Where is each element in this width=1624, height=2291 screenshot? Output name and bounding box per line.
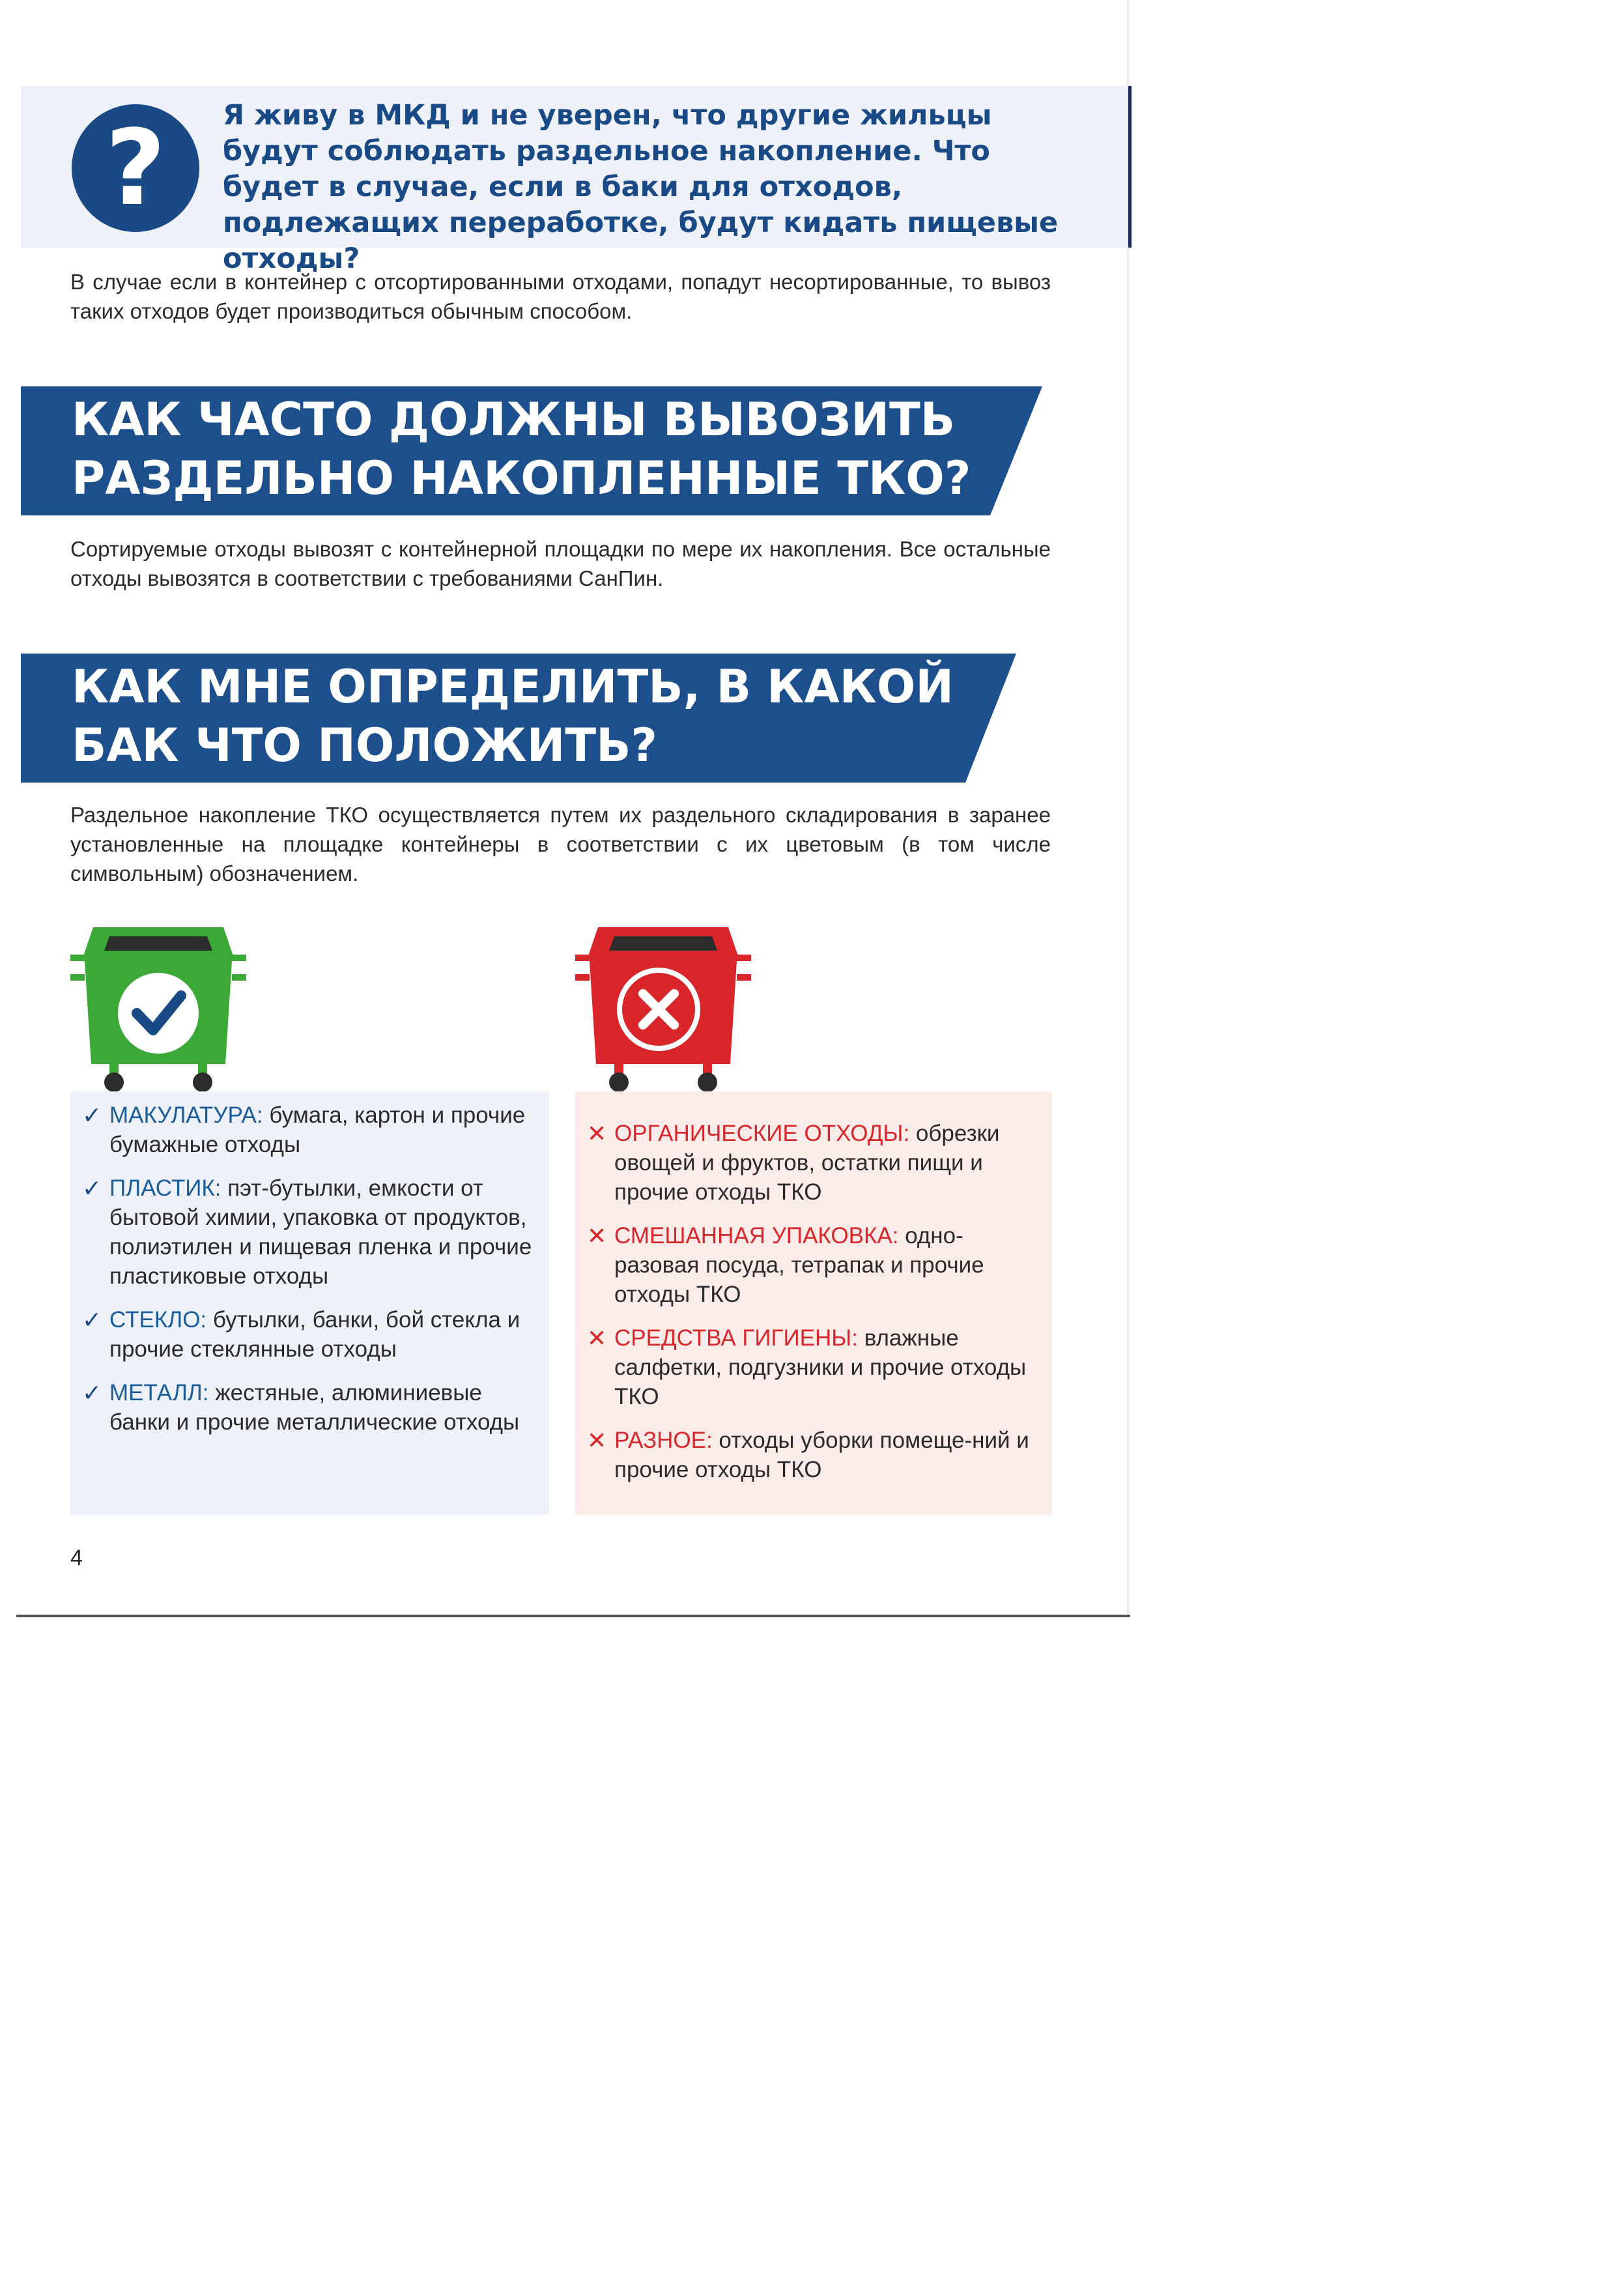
category-label: СТЕКЛО:	[109, 1307, 207, 1333]
allowed-waste-panel	[70, 1091, 549, 1515]
check-icon: ✓	[82, 1306, 102, 1333]
section2-title: КАК МНЕ ОПРЕДЕЛИТЬ, В КАКОЙ БАК ЧТО ПОЛОЖИТЬ?	[72, 660, 954, 772]
list-item	[587, 1426, 1046, 1484]
forbidden-waste-panel	[575, 1091, 1052, 1515]
cross-icon: ✕	[587, 1120, 607, 1147]
page-edge-bottom	[16, 1615, 1130, 1617]
section2-paragraph: Раздельное накопление ТКО осуществляется путем их раздельного складирования в заранее установленные на площадке контейнеры в соответствии с их цветовым (в том числе символьным) обозначением.	[70, 803, 1051, 886]
category-description: влажные салфетки, подгузники и прочие отходы ТКО	[614, 1325, 1027, 1409]
category-label: МАКУЛАТУРА:	[109, 1102, 263, 1128]
section1-banner	[21, 386, 1063, 515]
list-item	[587, 1119, 1046, 1207]
check-icon: ✓	[82, 1102, 102, 1129]
page-number: 4	[70, 1546, 83, 1570]
section1-title: КАК ЧАСТО ДОЛЖНЫ ВЫВОЗИТЬ РАЗДЕЛЬНО НАКОПЛЕННЫЕ ТКО?	[72, 393, 971, 505]
question-box	[21, 86, 1132, 275]
green-bin-check-icon	[70, 922, 246, 1098]
list-item	[587, 1221, 1046, 1309]
category-label: РАЗНОЕ:	[614, 1428, 713, 1453]
list-item	[82, 1378, 543, 1437]
allowed-list	[82, 1101, 543, 1451]
category-description: бутылки, банки, бой стекла и прочие стеклянные отходы	[109, 1307, 520, 1362]
list-item	[82, 1101, 543, 1159]
list-item	[587, 1323, 1046, 1411]
question-text: Я живу в МКД и не уверен, что другие жильцы будут соблюдать раздельное накопление. Что будет в случае, если в баки для отходов, подлежащих переработке, будут кидать пищевые отходы?	[223, 99, 1059, 275]
list-item	[82, 1174, 543, 1291]
red-bin-cross-icon	[575, 922, 751, 1098]
check-icon: ✓	[82, 1379, 102, 1406]
forbidden-list	[587, 1119, 1046, 1499]
category-description: отходы уборки помеще-ний и прочие отходы ТКО	[614, 1428, 1029, 1482]
category-label: СМЕШАННАЯ УПАКОВКА:	[614, 1223, 899, 1248]
cross-icon: ✕	[587, 1222, 607, 1249]
category-description: бумага, картон и прочие бумажные отходы	[109, 1102, 526, 1157]
list-item	[82, 1305, 543, 1364]
category-description: жестяные, алюминиевые банки и прочие металлические отходы	[109, 1380, 520, 1435]
category-description: обрезки овощей и фруктов, остатки пищи и прочие отходы ТКО	[614, 1121, 1000, 1205]
question-mark-icon: ?	[72, 104, 199, 232]
category-label: СРЕДСТВА ГИГИЕНЫ:	[614, 1325, 858, 1351]
section2-banner	[21, 654, 1063, 783]
cross-icon: ✕	[587, 1325, 607, 1351]
check-icon: ✓	[82, 1175, 102, 1202]
answer-paragraph: В случае если в контейнер с отсортированными отходами, попадут несортированные, то вывоз таких отходов будет производиться обычным способом.	[70, 270, 1051, 323]
section1-paragraph: Сортируемые отходы вывозят с контейнерной площадки по мере их накопления. Все остальные отходы вывозятся в соответствии с требованиями СанПин.	[70, 537, 1051, 590]
cross-icon: ✕	[587, 1427, 607, 1454]
category-description: одно-разовая посуда, тетрапак и прочие отходы ТКО	[614, 1223, 984, 1307]
category-label: ОРГАНИЧЕСКИЕ ОТХОДЫ:	[614, 1121, 910, 1146]
category-description: пэт-бутылки, емкости от бытовой химии, упаковка от продуктов, полиэтилен и пищевая пленка и прочие пластиковые отходы	[109, 1175, 532, 1289]
category-label: ПЛАСТИК:	[109, 1175, 221, 1201]
category-label: МЕТАЛЛ:	[109, 1380, 209, 1405]
